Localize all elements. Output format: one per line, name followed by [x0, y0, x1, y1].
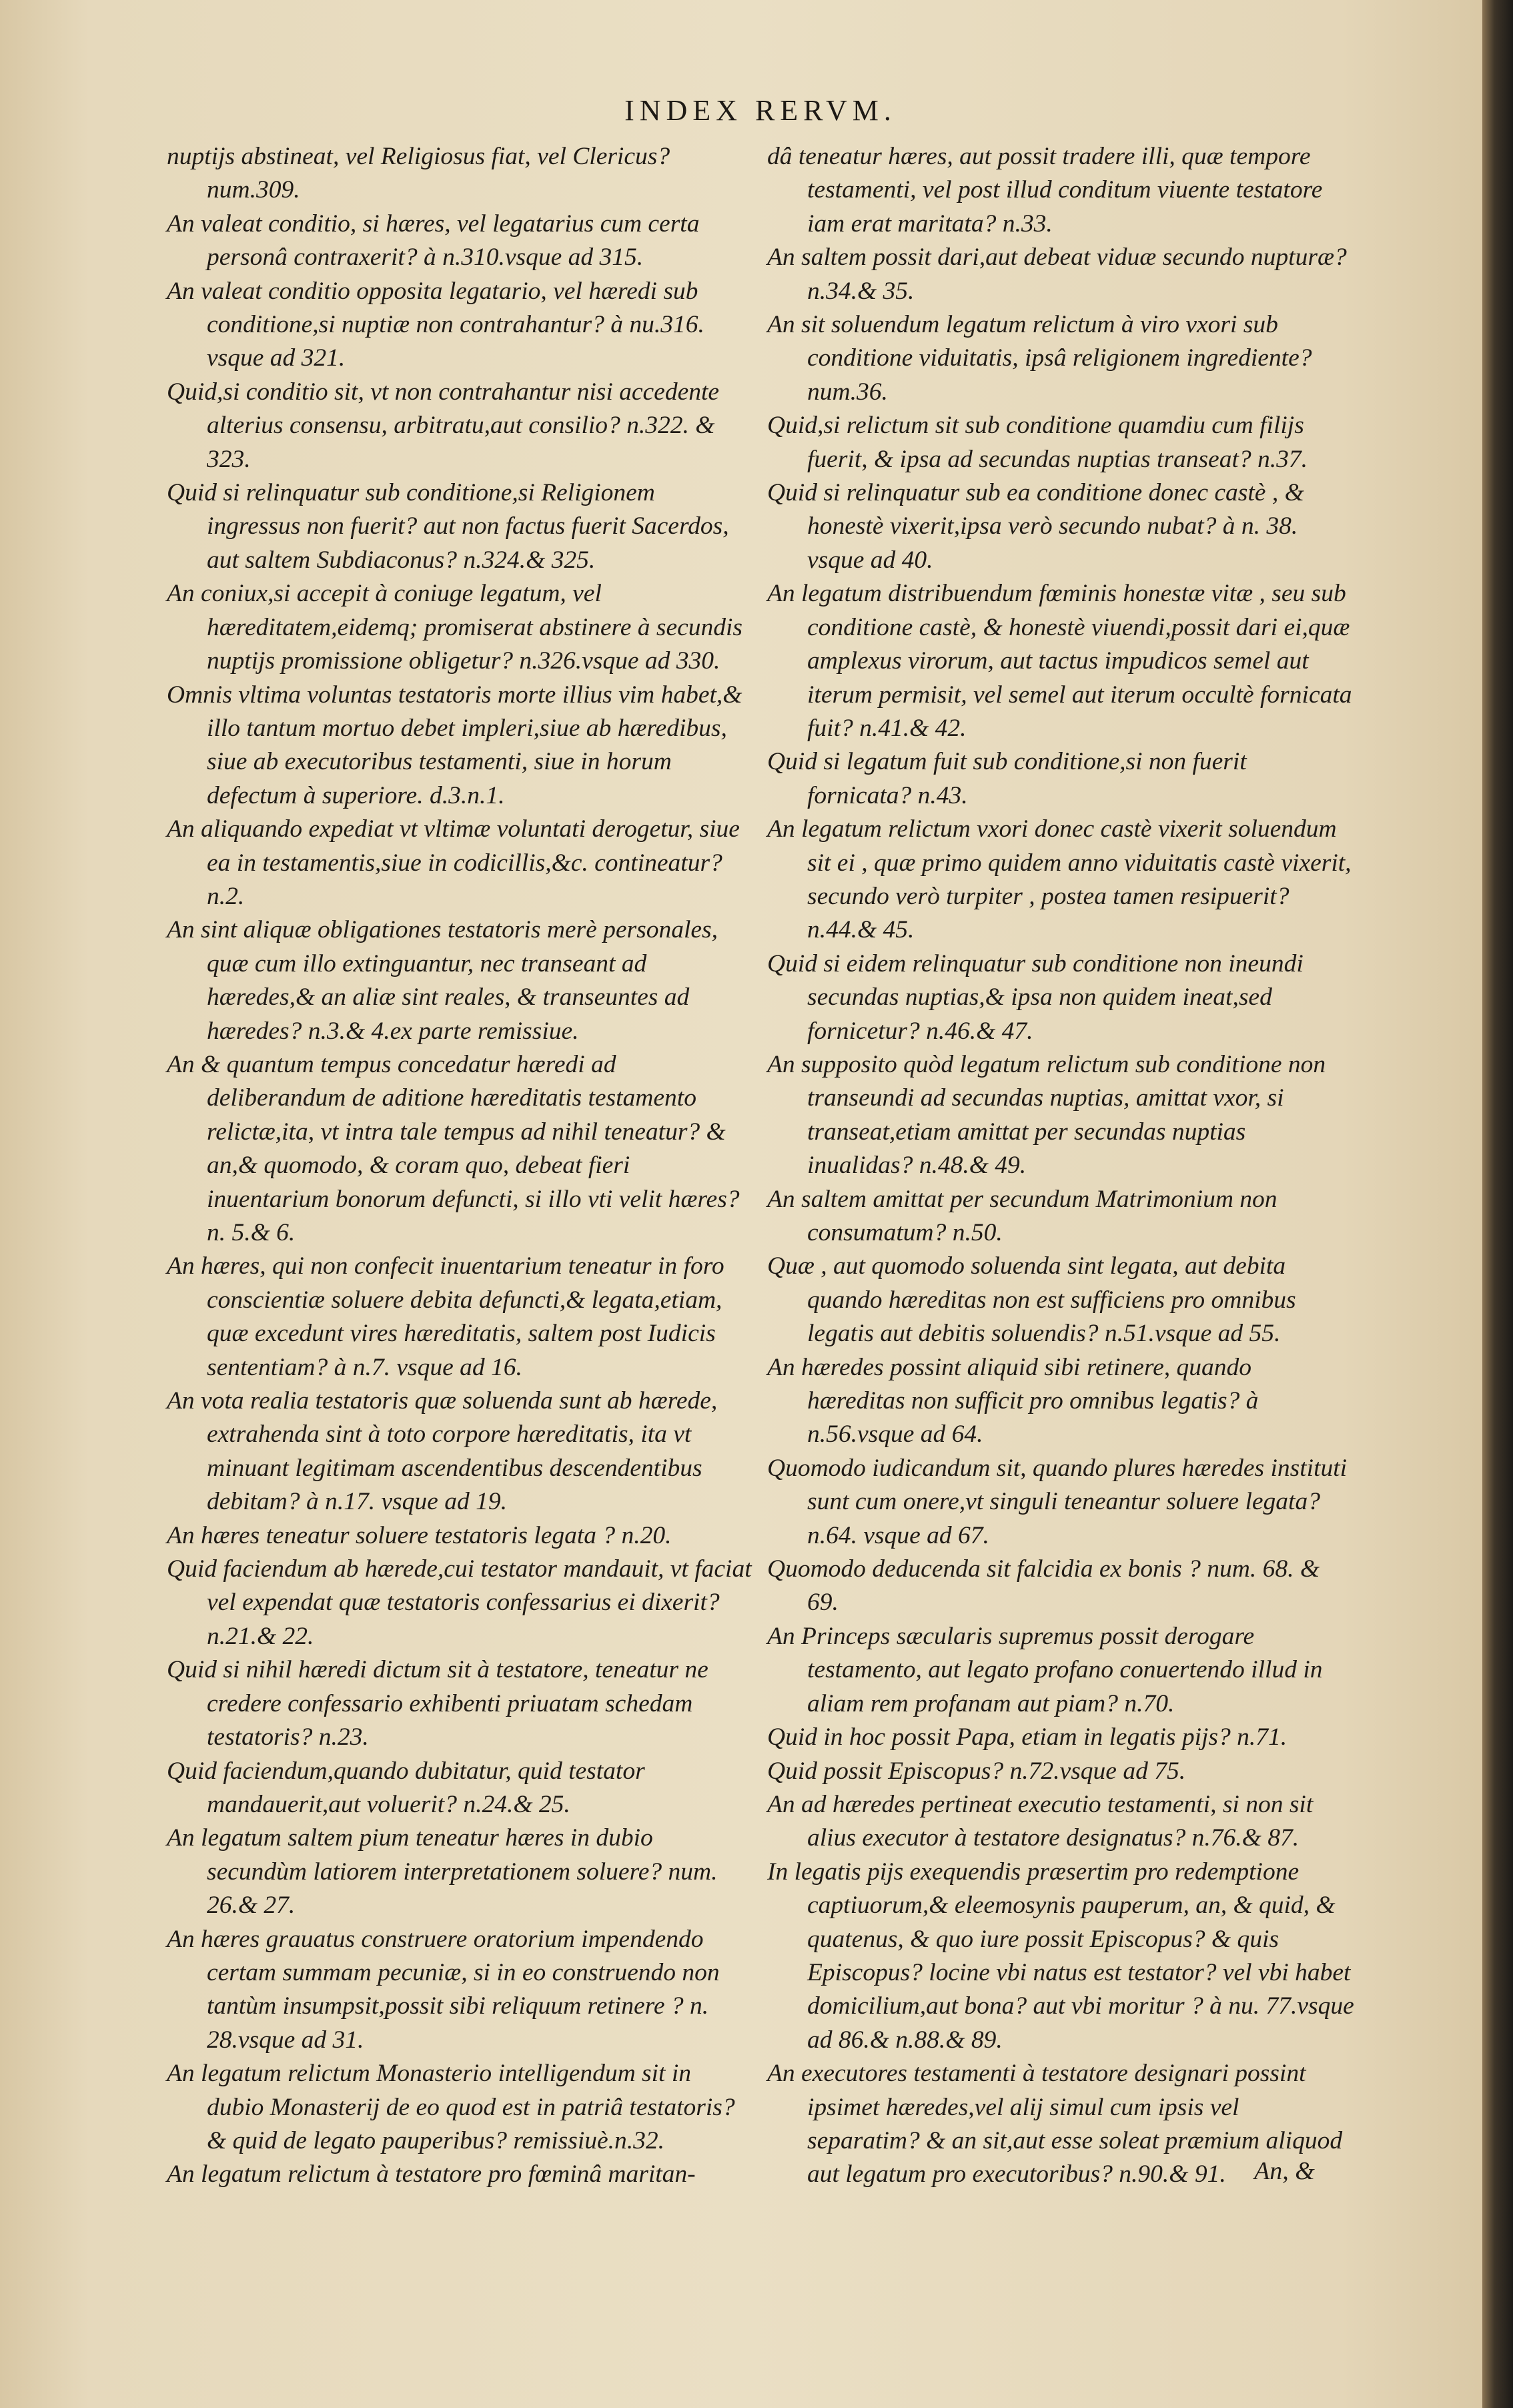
index-entry: An legatum relictum vxori donec castè vixerit soluendum sit ei , quæ primo quidem anno viduitatis castè vixerit, secundo verò turpiter , postea tamen resipuerit? n.44.& 45.	[767, 815, 1352, 944]
index-entry: Quid faciendum,quando dubitatur, quid testator mandauerit,aut voluerit? n.24.& 25.	[167, 1757, 645, 1818]
index-entry: An aliquando expediat vt vltimæ voluntati derogetur, siue ea in testamentis,siue in codicillis,&c. contineatur? n.2.	[167, 815, 740, 910]
index-entry: An legatum relictum à testatore pro fœminâ maritan-	[167, 2160, 696, 2188]
index-entry: An sint aliquæ obligationes testatoris merè personales, quæ cum illo extinguantur, nec transeant ad hæredes,& an aliæ sint reales, & transeuntes ad hæredes? n.3.& 4.ex parte remissiue.	[167, 916, 718, 1045]
index-entry: In legatis pijs exequendis præsertim pro redemptione captiuorum,& eleemosynis pauperum, an, & quid, & quatenus, & quo iure possit Episcopus? & quis Episcopus? locine vbi natus est testator? vel vbi habet domicilium,aut bona? aut vbi moritur ? à nu. 77.vsque ad 86.& n.88.& 89.	[767, 1858, 1354, 2054]
index-entry: Omnis vltima voluntas testatoris morte illius vim habet,& illo tantum mortuo debet impleri,siue ab hæredibus, siue ab executoribus testamenti, siue in horum defectum à superiore. d.3.n.1.	[167, 681, 742, 809]
index-entry: Quid si eidem relinquatur sub conditione non ineundi secundas nuptias,& ipsa non quidem ineat,sed fornicetur? n.46.& 47.	[767, 949, 1304, 1045]
index-entry: An & quantum tempus concedatur hæredi ad deliberandum de aditione hæreditatis testamento relictæ,ita, vt intra tale tempus ad nihil teneatur? & an,& quomodo, & coram quo, debeat fieri inuentarium bonorum defuncti, si illo vti velit hæres? n. 5.& 6.	[167, 1050, 740, 1246]
index-entry: An legatum distribuendum fœminis honestæ vitæ , seu sub conditione castè, & honestè viuendi,possit dari ei,quæ amplexus virorum, aut tactus impudicos semel aut iterum permisit, vel semel aut iterum occultè fornicata fuit? n.41.& 42.	[767, 580, 1352, 742]
index-entry: An hæredes possint aliquid sibi retinere, quando hæreditas non sufficit pro omnibus legatis? à n.56.vsque ad 64.	[767, 1353, 1259, 1449]
index-entry: Quid possit Episcopus? n.72.vsque ad 75.	[767, 1757, 1186, 1785]
index-entry: An ad hæredes pertineat executio testamenti, si non sit alius executor à testatore designatus? n.76.& 87.	[767, 1790, 1314, 1852]
index-entry: An executores testamenti à testatore designari possint ipsimet hæredes,vel alij simul cum ipsis vel separatim? & an sit,aut esse soleat præmium aliquod aut legatum pro executoribus? n.90.& 91.	[767, 2060, 1343, 2188]
index-entry: An hæres grauatus construere oratorium impendendo certam summam pecuniæ, si in eo construendo non tantùm insumpsit,possit sibi reliquum retinere ? n. 28.vsque ad 31.	[167, 1925, 720, 2054]
index-entry: Quomodo deducenda sit falcidia ex bonis ? num. 68. & 69.	[767, 1555, 1320, 1617]
catchword: An, &	[1254, 2157, 1315, 2185]
index-entry: An hæres teneatur soluere testatoris legata ? n.20.	[167, 1521, 672, 1549]
index-entry: An saltem possit dari,aut debeat viduæ secundo nupturæ? n.34.& 35.	[767, 244, 1347, 305]
index-entry: An hæres, qui non confecit inuentarium teneatur in foro conscientiæ soluere debita defuncti,& legata,etiam, quæ excedunt vires hæreditatis, saltem post Iudicis sententiam? à n.7. vsque ad 16.	[167, 1252, 724, 1381]
index-entry: An supposito quòd legatum relictum sub conditione non transeundi ad secundas nuptias, amittat vxor, si transeat,etiam amittat per secundas nuptias inualidas? n.48.& 49.	[767, 1050, 1326, 1180]
running-header: INDEX RERVM.	[624, 94, 897, 127]
page-edge-shadow	[1482, 0, 1513, 2408]
index-entry: An vota realia testatoris quæ soluenda sunt ab hærede, extrahenda sint à toto corpore hæreditatis, ita vt minuant legitimam ascendentibus descendentibus debitam? à n.17. vsque ad 19.	[167, 1387, 718, 1516]
index-entry: Quid faciendum ab hærede,cui testator mandauit, vt faciat vel expendat quæ testatoris confessarius ei dixerit? n.21.& 22.	[167, 1555, 752, 1650]
index-entry: Quid si relinquatur sub conditione,si Religionem ingressus non fuerit? aut non factus fuerit Sacerdos, aut saltem Subdiaconus? n.324.& 325.	[167, 479, 729, 574]
index-entry: Quid si nihil hæredi dictum sit à testatore, teneatur ne credere confessario exhibenti priuatam schedam testatoris? n.23.	[167, 1656, 708, 1751]
index-entry: Quid si legatum fuit sub conditione,si non fuerit fornicata? n.43.	[767, 748, 1247, 809]
index-entry: dâ teneatur hæres, aut possit tradere illi, quæ tempore testamenti, vel post illud conditum viuente testatore iam erat maritata? n.33.	[767, 143, 1323, 238]
index-entry: Quid,si relictum sit sub conditione quamdiu cum filijs fuerit, & ipsa ad secundas nuptias transeat? n.37.	[767, 412, 1308, 473]
index-entry: An sit soluendum legatum relictum à viro vxori sub conditione viduitatis, ipsâ religionem ingrediente? num.36.	[767, 311, 1312, 406]
index-column-left	[167, 140, 754, 2192]
index-entry: Quid si relinquatur sub ea conditione donec castè , & honestè vixerit,ipsa verò secundo nubat? à n. 38. vsque ad 40.	[767, 479, 1304, 574]
index-entry: Quæ , aut quomodo soluenda sint legata, aut debita quando hæreditas non est sufficiens pro omnibus legatis aut debitis soluendis? n.51.vsque ad 55.	[767, 1252, 1296, 1348]
index-entry: Quid,si conditio sit, vt non contrahantur nisi accedente alterius consensu, arbitratu,aut consilio? n.322. & 323.	[167, 378, 720, 473]
index-entry: An legatum saltem pium teneatur hæres in dubio secundùm latiorem interpretationem soluere? num. 26.& 27.	[167, 1824, 718, 1920]
index-entry: An legatum relictum Monasterio intelligendum sit in dubio Monasterij de eo quod est in patriâ testatoris? & quid de legato pauperibus? remissiuè.n.32.	[167, 2060, 735, 2154]
index-column-right	[767, 140, 1354, 2192]
index-entry: Quomodo iudicandum sit, quando plures hæredes instituti sunt cum onere,vt singuli teneantur soluere legata? n.64. vsque ad 67.	[767, 1454, 1348, 1549]
index-entry: An valeat conditio, si hæres, vel legatarius cum certa personâ contraxerit? à n.310.vsque ad 315.	[167, 210, 700, 272]
index-entry: An coniux,si accepit à coniuge legatum, vel hæreditatem,eidemq; promiserat abstinere à secundis nuptijs promissione obligetur? n.326.vsque ad 330.	[167, 580, 743, 675]
index-entry: An valeat conditio opposita legatario, vel hæredi sub conditione,si nuptiæ non contrahantur? à nu.316. vsque ad 321.	[167, 277, 704, 372]
index-entry: Quid in hoc possit Papa, etiam in legatis pijs? n.71.	[767, 1723, 1288, 1751]
index-entry: An Princeps sæcularis supremus possit derogare testamento, aut legato profano conuertendo illud in aliam rem profanam aut piam? n.70.	[767, 1622, 1323, 1717]
index-entry: An saltem amittat per secundum Matrimonium non consumatum? n.50.	[767, 1185, 1278, 1246]
index-entry: nuptijs abstineat, vel Religiosus fiat, vel Clericus? num.309.	[167, 143, 670, 204]
